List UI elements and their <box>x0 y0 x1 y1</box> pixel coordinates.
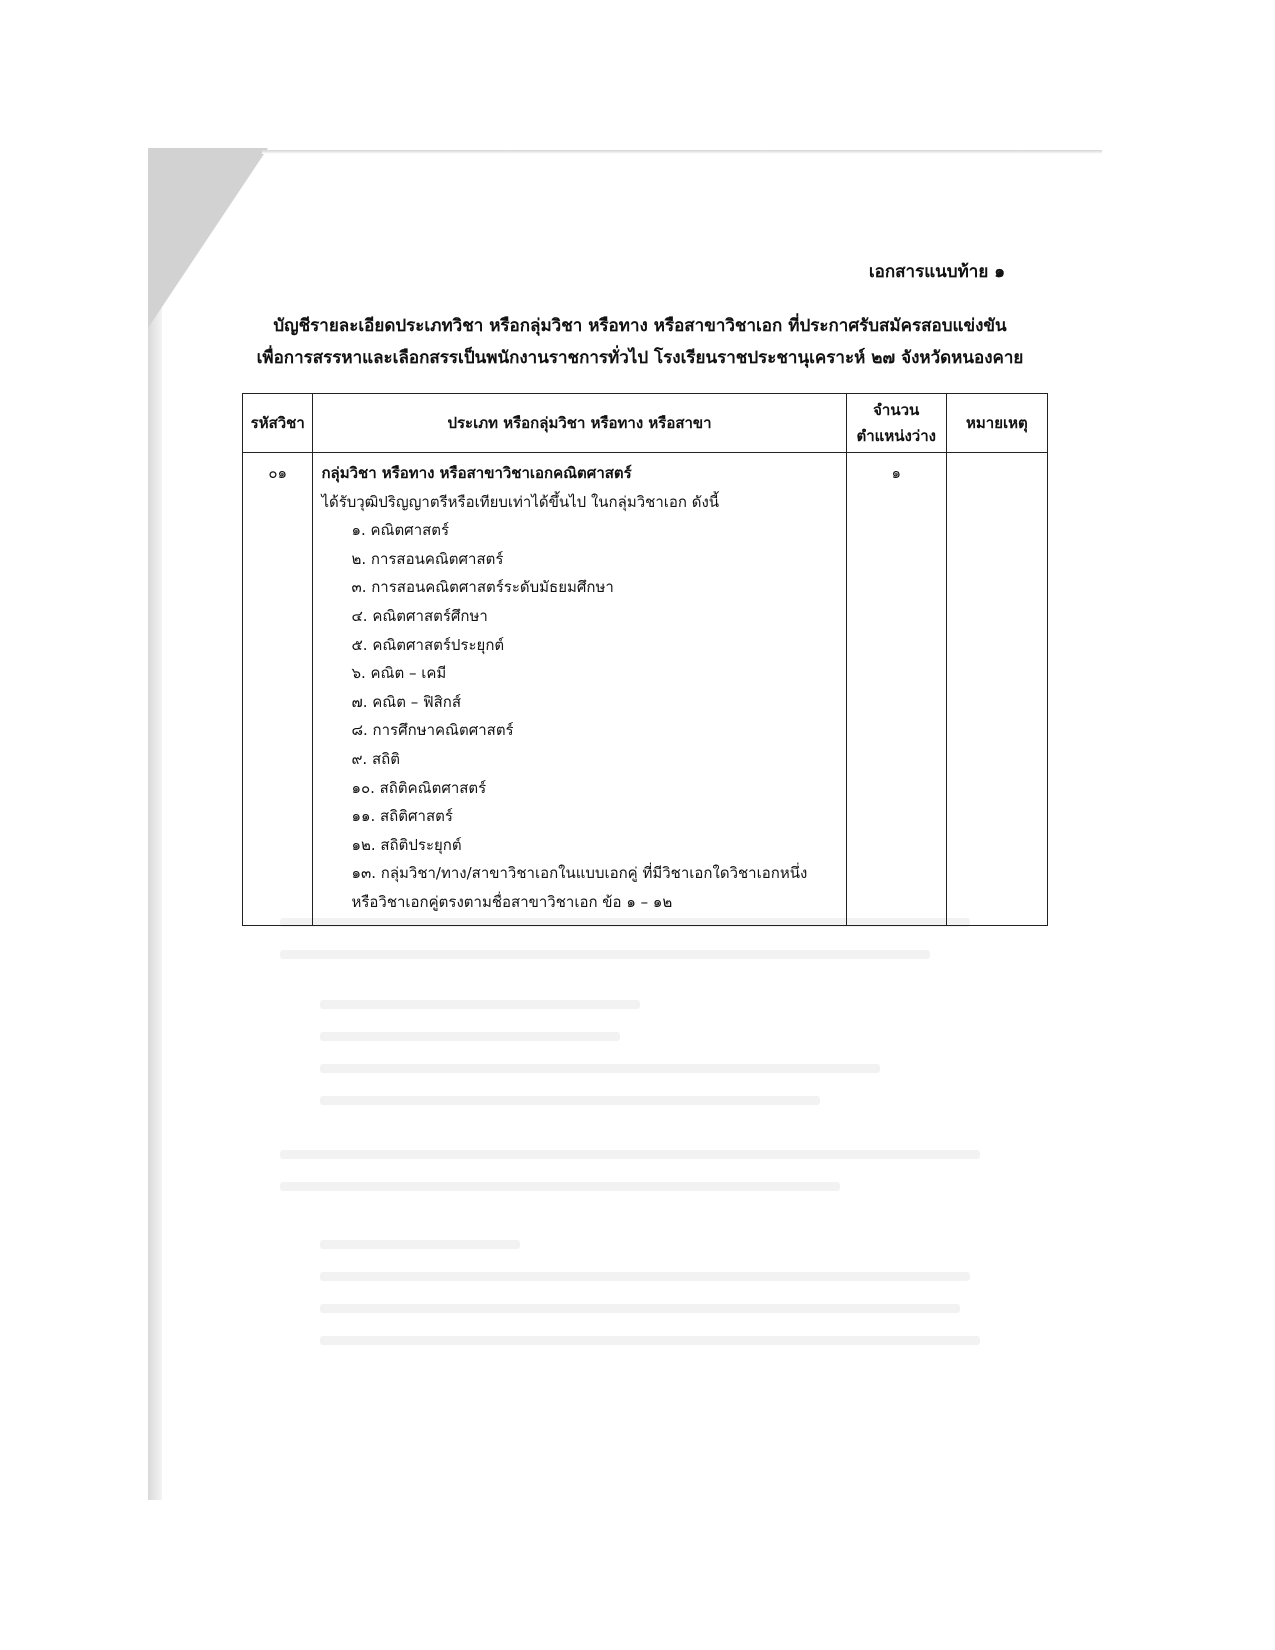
bleed-through-line <box>320 1000 640 1009</box>
list-item: ๖. คณิต – เคมี <box>351 664 447 683</box>
bleed-through-line <box>320 1032 620 1041</box>
subject-table <box>242 393 1048 926</box>
bleed-through-line <box>280 950 930 959</box>
list-item: ๓. การสอนคณิตศาสตร์ระดับมัธยมศึกษา <box>351 578 614 597</box>
attachment-label: เอกสารแนบท้าย ๑ <box>868 262 1005 282</box>
header-count-line-1: จำนวน <box>873 401 920 419</box>
list-item: ๗. คณิต – ฟิสิกส์ <box>351 692 461 711</box>
table-row <box>243 453 1048 926</box>
list-item: ๑๒. สถิติประยุกต์ <box>351 835 462 854</box>
subject-details <box>313 453 846 926</box>
list-item: ๒. การสอนคณิตศาสตร์ <box>351 549 504 568</box>
bleed-through-line <box>320 1064 880 1073</box>
list-item: ๘. การศึกษาคณิตศาสตร์ <box>351 721 514 740</box>
bleed-through-line <box>280 1182 840 1191</box>
bleed-through-line <box>320 1336 980 1345</box>
qualification-text: ได้รับวุฒิปริญญาตรีหรือเทียบเท่าได้ขึ้นไป ในกลุ่มวิชาเอก ดังนี้ <box>321 492 720 511</box>
bleed-through-line <box>320 1304 960 1313</box>
header-code: รหัสวิชา <box>243 394 313 453</box>
header-note: หมายเหตุ <box>946 394 1047 453</box>
vacancy-count: ๑ <box>846 453 946 926</box>
note-cell <box>946 453 1047 926</box>
title-line-1: บัญชีรายละเอียดประเภทวิชา หรือกลุ่มวิชา หรือทาง หรือสาขาวิชาเอก ที่ประกาศรับสมัครสอบแข่งขัน <box>273 316 1007 336</box>
subject-code: ๐๑ <box>243 453 313 926</box>
list-item: หรือวิชาเอกคู่ตรงตามชื่อสาขาวิชาเอก ข้อ ๑ – ๑๒ <box>351 892 673 911</box>
header-count-line-2: ตำแหน่งว่าง <box>856 427 936 445</box>
list-item: ๕. คณิตศาสตร์ประยุกต์ <box>351 635 505 654</box>
header-count <box>846 394 946 453</box>
list-item: ๔. คณิตศาสตร์ศึกษา <box>351 606 488 625</box>
bleed-through-line <box>320 1096 820 1105</box>
list-item: ๙. สถิติ <box>351 749 400 768</box>
title-line-2: เพื่อการสรรหาและเลือกสรรเป็นพนักงานราชการทั่วไป โรงเรียนราชประชานุเคราะห์ ๒๗ จังหวัดหนองคาย <box>256 348 1024 368</box>
list-item: ๑. คณิตศาสตร์ <box>351 521 450 540</box>
list-item: ๑๐. สถิติคณิตศาสตร์ <box>351 778 487 797</box>
bleed-through-line <box>320 1272 970 1281</box>
major-list <box>321 516 837 916</box>
list-item: ๑๑. สถิติศาสตร์ <box>351 807 453 826</box>
bleed-through-line <box>280 1150 980 1159</box>
header-type: ประเภท หรือกลุ่มวิชา หรือทาง หรือสาขา <box>313 394 846 453</box>
scan-top-edge <box>262 150 1102 154</box>
list-item: ๑๓. กลุ่มวิชา/ทาง/สาขาวิชาเอกในแบบเอกคู่ ที่มีวิชาเอกใดวิชาเอกหนึ่ง <box>351 864 808 883</box>
document-title <box>230 310 1050 374</box>
group-title: กลุ่มวิชา หรือทาง หรือสาขาวิชาเอกคณิตศาสตร์ <box>321 464 632 482</box>
scan-left-shadow <box>148 150 162 1500</box>
bleed-through-line <box>320 1240 520 1249</box>
folded-corner <box>148 148 268 328</box>
table-header-row <box>243 394 1048 453</box>
